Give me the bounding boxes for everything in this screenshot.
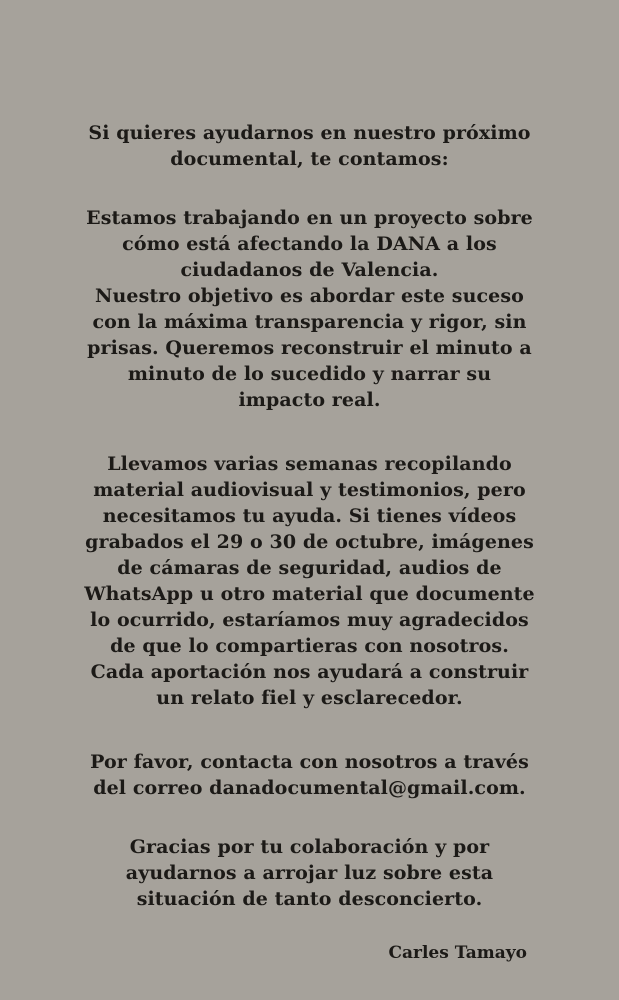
text-line: de que lo compartieras con nosotros.	[110, 635, 509, 657]
text-line: ciudadanos de Valencia.	[180, 259, 439, 281]
text-line: Gracias por tu colaboración y por	[129, 836, 490, 858]
text-line: con la máxima transparencia y rigor, sin	[92, 311, 527, 333]
text-line: lo ocurrido, estaríamos muy agradecidos	[90, 609, 529, 631]
text-line: necesitamos tu ayuda. Si tienes vídeos	[102, 505, 517, 527]
text-line: material audiovisual y testimonios, pero	[93, 479, 526, 501]
text-line: Cada aportación nos ayudará a construir	[90, 661, 529, 683]
text-line: Estamos trabajando en un proyecto sobre	[86, 207, 533, 229]
text-line: situación de tanto desconcierto.	[136, 888, 483, 910]
intro-paragraph	[40, 120, 579, 172]
text-line: grabados el 29 o 30 de octubre, imágenes	[85, 531, 534, 553]
text-line: Nuestro objetivo es abordar este suceso	[95, 285, 524, 307]
text-line: un relato fiel y esclarecedor.	[156, 687, 463, 709]
text-line: prisas. Queremos reconstruir el minuto a	[87, 337, 532, 359]
contact-email-line: del correo danadocumental@gmail.com.	[93, 777, 526, 799]
text-line: Llevamos varias semanas recopilando	[107, 453, 512, 475]
text-line: documental, te contamos:	[170, 148, 449, 170]
text-line: Si quieres ayudarnos en nuestro próximo	[88, 122, 531, 144]
thanks-paragraph	[40, 834, 579, 912]
text-line: Por favor, contacta con nosotros a través	[90, 751, 529, 773]
text-line: cómo está afectando la DANA a los	[122, 233, 497, 255]
signature: Carles Tamayo	[388, 943, 527, 963]
text-line: ayudarnos a arrojar luz sobre esta	[125, 862, 494, 884]
text-line: WhatsApp u otro material que documente	[84, 583, 535, 605]
project-paragraph	[40, 205, 579, 413]
text-line: minuto de lo sucedido y narrar su	[127, 363, 492, 385]
contact-paragraph	[40, 749, 579, 801]
text-line: impacto real.	[238, 389, 381, 411]
text-line: de cámaras de seguridad, audios de	[117, 557, 502, 579]
request-paragraph	[40, 451, 579, 711]
